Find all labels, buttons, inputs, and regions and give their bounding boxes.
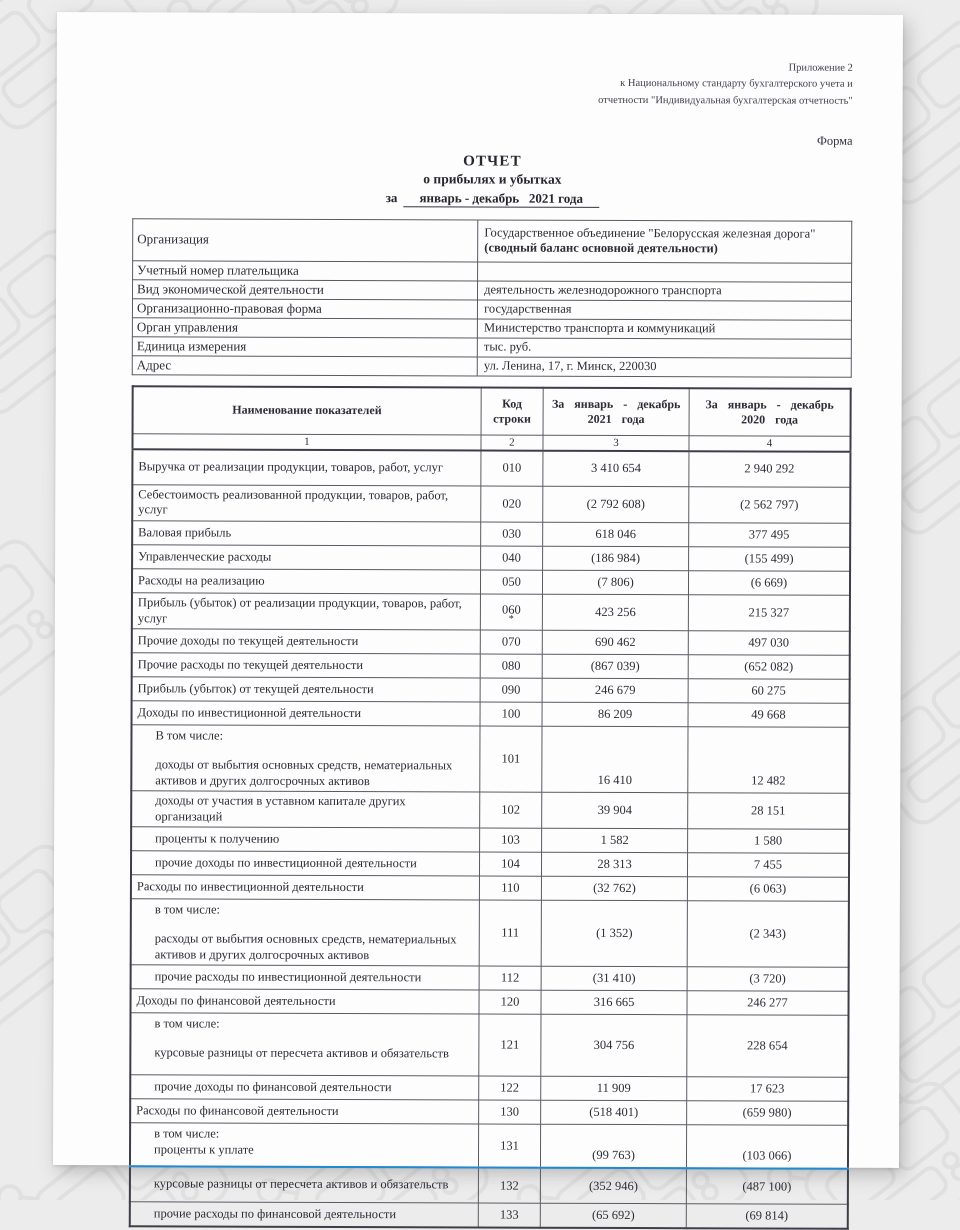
indicator-name: Расходы по инвестиционной деятельности (136, 879, 364, 895)
info-value: деятельность железнодорожного транспорта (478, 281, 852, 301)
col-header-indicator: Наименование показателей (133, 386, 481, 435)
value-2021-cell: (1 352) (541, 901, 687, 967)
value-2021-cell: (32 762) (542, 877, 688, 902)
indicator-name: доходы от участия в уставном капитале других организаций (155, 793, 406, 824)
row-code-cell: 102 (479, 792, 542, 828)
info-label: Организационно-правовая форма (132, 299, 477, 319)
value-2021-cell: (7 806) (543, 570, 689, 595)
col-header-2020: За январь - декабрь 2020 года (689, 388, 851, 436)
report-period-value: январь - декабрь 2021 года (403, 190, 599, 208)
value-2021-cell: 86 209 (542, 702, 688, 727)
value-2021-cell: (2 792 608) (543, 486, 689, 523)
table-row (131, 875, 849, 902)
indicator-name-cell (132, 569, 480, 594)
indicator-name: Расходы на реализацию (137, 573, 265, 588)
indicator-name: Прочие расходы по текущей деятельности (137, 657, 364, 673)
value-2020-cell: (659 980) (687, 1101, 849, 1126)
info-label: Организация (133, 219, 478, 262)
table-row (131, 851, 849, 878)
row-code-cell: 130 (478, 1100, 541, 1124)
indicator-name-cell (131, 791, 479, 828)
report-period-prefix: за (385, 189, 398, 205)
info-label: Вид экономической деятельности (133, 280, 478, 300)
row-code-cell: 050 (480, 570, 543, 594)
info-value (478, 262, 852, 282)
table-row (131, 899, 849, 967)
row-code-cell: 103 (479, 828, 542, 852)
table-row (131, 989, 849, 1016)
table-row (130, 1202, 848, 1229)
row-code-cell: 121 (479, 1014, 542, 1076)
report-title: ОТЧЕТ (463, 153, 522, 170)
row-code-cell: 010 (481, 450, 544, 486)
row-code-cell: 131 (478, 1124, 541, 1168)
indicator-name-cell (131, 899, 479, 966)
value-2021-cell: 1 582 (542, 829, 688, 854)
value-2021-cell: (867 039) (542, 654, 688, 679)
value-2021-cell: 316 665 (541, 990, 687, 1015)
indicator-name-cell (132, 677, 480, 702)
indicator-name: доходы от выбытия основных средств, нематериальных активов и других долгосрочных активов (155, 757, 453, 788)
value-2020-cell: (2 562 797) (689, 487, 851, 524)
indicator-name: прочие доходы по инвестиционной деятельности (155, 855, 417, 871)
document-page (53, 12, 903, 1223)
value-2021-cell: 423 256 (543, 594, 689, 631)
value-2020-cell: (652 082) (688, 655, 850, 680)
group-label: в том числе: (154, 1126, 220, 1141)
row-code-cell: 112 (479, 966, 542, 990)
col-header-2021: За январь - декабрь 2021 года (543, 387, 689, 435)
row-code-cell: 132 (478, 1168, 541, 1204)
indicator-name-cell (132, 701, 480, 726)
value-2021-cell: (65 692) (540, 1203, 686, 1228)
indicator-name-cell (131, 875, 479, 900)
value-2020-cell: (155 499) (688, 547, 850, 572)
value-2020-cell: 49 668 (688, 703, 850, 728)
value-2020-cell: (487 100) (686, 1169, 848, 1205)
row-code-cell: 090 (480, 678, 543, 702)
table-row (131, 827, 849, 854)
info-row (132, 356, 851, 378)
row-code-cell: 080 (480, 654, 543, 678)
table-row (130, 1123, 848, 1169)
row-code-cell: 120 (479, 990, 542, 1014)
value-2020-cell: 246 277 (687, 991, 849, 1016)
table-row (130, 1075, 848, 1102)
value-2021-cell: 618 046 (543, 522, 689, 547)
indicator-name: прочие расходы по финансовой деятельности (153, 1206, 397, 1222)
table-row (131, 791, 849, 830)
table-row (132, 629, 850, 656)
indicator-name-cell (132, 521, 480, 546)
indicator-name-cell (130, 1123, 478, 1168)
report-period (132, 189, 852, 208)
table-row (130, 1167, 848, 1205)
indicator-name-cell (132, 485, 480, 522)
value-2021-cell: (186 984) (543, 546, 689, 571)
indicator-name: Валовая прибыль (138, 525, 232, 540)
row-code-cell: 104 (479, 852, 542, 876)
row-code-cell: 040 (480, 546, 543, 570)
column-number: 1 (132, 434, 480, 451)
value-2020-cell: 228 654 (687, 1015, 849, 1078)
value-2020-cell: (2 343) (687, 901, 849, 967)
column-number: 2 (481, 435, 544, 451)
row-code-cell: 060 * (480, 594, 543, 630)
column-number: 3 (543, 435, 689, 451)
profit-loss-table (129, 385, 852, 1230)
info-row (133, 261, 852, 283)
table-row (131, 965, 849, 992)
value-2020-cell: (6 669) (688, 571, 850, 596)
value-2020-cell: 12 482 (688, 727, 850, 793)
info-value: тыс. руб. (477, 338, 851, 358)
table-row (132, 677, 850, 704)
indicator-name-cell (132, 653, 480, 678)
indicator-name-cell (130, 1202, 478, 1228)
info-row (132, 337, 851, 359)
info-value: Министерство транспорта и коммуникаций (477, 319, 851, 339)
indicator-name: Прибыль (убыток) от реализации продукции, товаров, работ, услуг (137, 595, 462, 626)
value-2020-cell: (103 066) (686, 1125, 848, 1169)
indicator-name: Прибыль (убыток) от текущей деятельности (137, 681, 374, 697)
indicator-name-cell (132, 593, 480, 630)
row-code-cell: 111 (479, 900, 542, 966)
table-row (132, 449, 850, 487)
report-subtitle: о прибылях и убытках (423, 171, 562, 187)
table-row (132, 545, 850, 572)
row-code-cell: 122 (478, 1076, 541, 1100)
indicator-name: Доходы по инвестиционной деятельности (137, 705, 362, 721)
table-header-row (133, 386, 851, 436)
annex-line: отчетности "Индивидуальная бухгалтерская отчетность" (598, 94, 853, 107)
value-2021-cell: (352 946) (541, 1168, 687, 1204)
table-row (132, 701, 850, 728)
value-2021-cell: 690 462 (542, 630, 688, 655)
annex-line: к Национальному стандарту бухгалтерского учета и (620, 78, 853, 91)
value-2020-cell: (69 814) (686, 1204, 848, 1229)
group-label: в том числе: (154, 902, 221, 917)
table-row (132, 569, 850, 596)
indicator-name-cell (131, 989, 479, 1014)
value-2021-cell: (31 410) (541, 966, 687, 991)
value-2021-cell: (99 763) (541, 1124, 687, 1168)
value-2021-cell: 39 904 (542, 792, 688, 829)
form-label: Форма (816, 133, 853, 148)
table-row (132, 653, 850, 680)
row-code-cell: 133 (478, 1203, 541, 1228)
info-row (133, 280, 852, 302)
row-code-cell: 100 (480, 702, 543, 726)
info-value: государственная (478, 300, 852, 320)
value-2020-cell: 215 327 (688, 595, 850, 632)
table-row (130, 1099, 848, 1126)
value-2020-cell: (6 063) (687, 877, 849, 902)
annex-note (133, 12, 853, 109)
value-2020-cell: 1 580 (687, 829, 849, 854)
table-row (131, 725, 849, 793)
col-header-code: Код строки (481, 387, 544, 435)
info-value: ул. Ленина, 17, г. Минск, 220030 (477, 357, 851, 377)
row-code-cell: 030 (480, 522, 543, 546)
info-value: Государственное объединение "Белорусская железная дорога" (сводный баланс основной деятельности) (478, 220, 852, 263)
indicator-name: Управленческие расходы (138, 549, 272, 564)
indicator-name-cell (130, 1099, 478, 1124)
table-row (132, 593, 850, 632)
indicator-name: проценты к уплате (154, 1142, 254, 1157)
value-2021-cell: (518 401) (541, 1100, 687, 1125)
table-row (132, 485, 850, 524)
indicator-name: курсовые разницы от пересчета активов и обязательств (153, 1176, 449, 1192)
indicator-name: прочие расходы по инвестиционной деятельности (154, 969, 422, 985)
indicator-name-cell (132, 449, 480, 486)
indicator-name: Прочие доходы по текущей деятельности (137, 633, 359, 649)
group-label: в том числе: (154, 1016, 220, 1031)
indicator-name: проценты к получению (155, 831, 280, 846)
table-row (132, 521, 850, 548)
value-2021-cell: 16 410 (542, 726, 688, 792)
indicator-name: расходы от выбытия основных средств, нематериальных активов и других долгосрочных активов (154, 931, 457, 962)
value-2021-cell: 11 909 (541, 1076, 687, 1101)
annex-line: Приложение 2 (788, 62, 853, 74)
indicator-name-cell (132, 629, 480, 654)
indicator-name-cell (130, 1013, 478, 1076)
row-code-cell: 110 (479, 876, 542, 900)
row-code-cell: 070 (480, 630, 543, 654)
indicator-name: Выручка от реализации продукции, товаров, работ, услуг (138, 459, 443, 475)
table-row (130, 1013, 848, 1078)
organization-info-table (132, 218, 853, 378)
info-label: Орган управления (132, 318, 477, 338)
group-label: В том числе: (155, 728, 224, 743)
info-label: Адрес (132, 356, 477, 376)
value-2020-cell: 7 455 (687, 853, 849, 878)
value-2020-cell: 497 030 (688, 631, 850, 656)
indicator-name: Себестоимость реализованной продукции, товаров, работ, услуг (138, 487, 449, 517)
indicator-name-cell (130, 1075, 478, 1100)
indicator-name: курсовые разницы от пересчета активов и обязательств (154, 1045, 449, 1061)
value-2021-cell: 3 410 654 (543, 450, 689, 486)
indicator-name: прочие доходы по финансовой деятельности (154, 1079, 392, 1095)
indicator-name-cell (131, 827, 479, 852)
code-footnote-mark: * (508, 613, 514, 625)
indicator-name-cell (131, 851, 479, 876)
indicator-name: Доходы по финансовой деятельности (136, 993, 336, 1008)
column-number: 4 (689, 436, 851, 452)
value-2020-cell: 28 151 (688, 793, 850, 830)
indicator-name-cell (131, 965, 479, 990)
indicator-name-cell (132, 545, 480, 570)
indicator-name: Расходы по финансовой деятельности (136, 1103, 339, 1118)
indicator-name-cell (130, 1167, 478, 1204)
info-label: Единица измерения (132, 337, 477, 357)
row-code-cell: 101 (479, 726, 542, 792)
info-row (132, 299, 851, 321)
row-code-cell: 020 (480, 486, 543, 522)
indicator-name-cell (131, 725, 479, 792)
value-2020-cell: (3 720) (687, 967, 849, 992)
info-row (132, 318, 851, 340)
value-2021-cell: 304 756 (541, 1014, 687, 1077)
value-2021-cell: 28 313 (542, 853, 688, 878)
info-label: Учетный номер плательщика (133, 261, 478, 281)
value-2020-cell: 377 495 (689, 523, 851, 548)
value-2021-cell: 246 679 (542, 678, 688, 703)
info-row (133, 219, 852, 264)
value-2020-cell: 2 940 292 (689, 451, 851, 487)
value-2020-cell: 60 275 (688, 679, 850, 704)
report-title-block (132, 152, 852, 208)
value-2020-cell: 17 623 (687, 1077, 849, 1102)
